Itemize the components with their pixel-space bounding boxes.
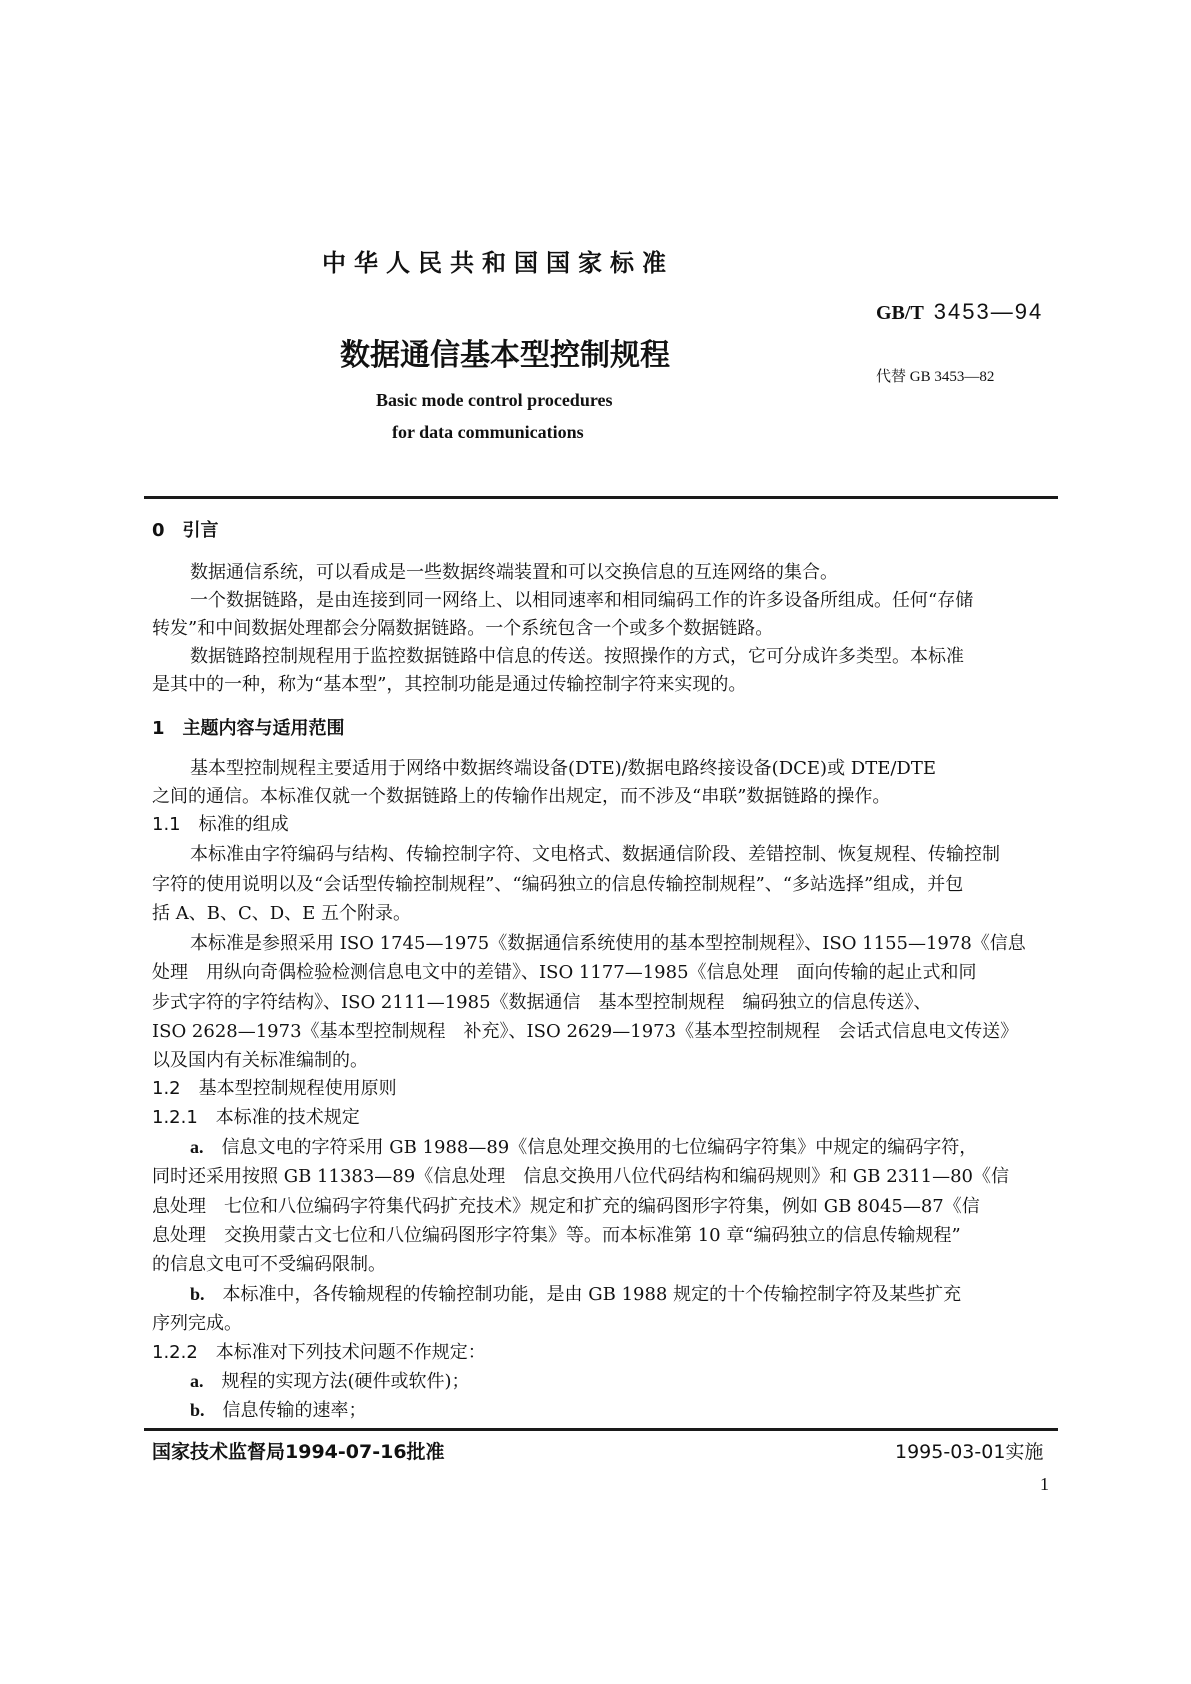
section-1-1-heading: 1.1 标准的组成 <box>152 814 289 835</box>
list-text: 信息文电的字符采用 GB 1988—89《信息处理交换用的七位编码字符集》中规定的编码字符， <box>221 1137 978 1158</box>
paragraph-line: 同时还采用按照 GB 11383—89《信息处理 信息交换用八位代码结构和编码规则》和 GB 2311—80《信 <box>152 1166 1009 1187</box>
paragraph-line: 数据通信系统，可以看成是一些数据终端装置和可以交换信息的互连网络的集合。 <box>190 562 838 583</box>
paragraph-line: 是其中的一种，称为“基本型”，其控制功能是通过传输控制字符来实现的。 <box>152 674 747 695</box>
paragraph-line: 转发”和中间数据处理都会分隔数据链路。一个系统包含一个或多个数据链路。 <box>152 618 774 639</box>
paragraph-line: 本标准由字符编码与结构、传输控制字符、文电格式、数据通信阶段、差错控制、恢复规程、传输控制 <box>190 844 1000 865</box>
list-text: 本标准中，各传输规程的传输控制功能，是由 GB 1988 规定的十个传输控制字符及某些扩充 <box>222 1284 962 1305</box>
list-item-b <box>190 1396 367 1422</box>
replaces-note: 代替 GB 3453—82 <box>876 369 995 385</box>
header-divider <box>144 496 1058 499</box>
document-title-cn: 数据通信基本型控制规程 <box>340 338 670 373</box>
approval-note: 国家技术监督局1994-07-16批准 <box>152 1441 445 1463</box>
paragraph-line: 处理 用纵向奇偶检验检测信息电文中的差错》、ISO 1177—1985《信息处理 面向传输的起止式和同 <box>152 962 977 983</box>
paragraph-line: 一个数据链路，是由连接到同一网络上、以相同速率和相同编码工作的许多设备所组成。任何“存储 <box>190 590 974 611</box>
document-title-en-line2: for data communications <box>392 422 584 442</box>
page-number: 1 <box>1040 1474 1049 1494</box>
section-1-2-2-heading: 1.2.2 本标准对下列技术问题不作规定： <box>152 1342 486 1363</box>
list-item-a <box>190 1367 470 1393</box>
standard-number: 3453—94 <box>933 299 1044 324</box>
paragraph-line: 基本型控制规程主要适用于网络中数据终端设备(DTE)/数据电路终接设备(DCE)或 DTE/DTE <box>190 758 937 779</box>
standard-code <box>876 299 1043 325</box>
paragraph-line: 括 A、B、C、D、E 五个附录。 <box>152 903 412 924</box>
paragraph-line: 息处理 交换用蒙古文七位和八位编码图形字符集》等。而本标准第 10 章“编码独立的信息传输规程” <box>152 1225 961 1246</box>
list-text: 信息传输的速率； <box>222 1400 367 1421</box>
paragraph-line: 之间的通信。本标准仅就一个数据链路上的传输作出规定，而不涉及“串联”数据链路的操作。 <box>152 786 891 807</box>
section-1-heading: 1 主题内容与适用范围 <box>152 718 345 739</box>
paragraph-line: ISO 2628—1973《基本型控制规程 补充》、ISO 2629—1973《基本型控制规程 会话式信息电文传送》 <box>152 1021 1019 1042</box>
list-label: a. <box>190 1137 204 1157</box>
list-label: a. <box>190 1371 204 1391</box>
footer-divider <box>144 1428 1058 1431</box>
list-label: b. <box>190 1400 205 1420</box>
section-1-2-heading: 1.2 基本型控制规程使用原则 <box>152 1078 397 1099</box>
list-label: b. <box>190 1284 205 1304</box>
list-text: 规程的实现方法(硬件或软件)； <box>221 1371 470 1392</box>
paragraph-line: 序列完成。 <box>152 1313 242 1334</box>
national-standard-title: 中华人民共和国国家标准 <box>322 249 674 277</box>
paragraph-line: 字符的使用说明以及“会话型传输控制规程”、“编码独立的信息传输控制规程”、“多站选择”组成，并包 <box>152 874 964 895</box>
paragraph-line: 以及国内有关标准编制的。 <box>152 1050 368 1071</box>
paragraph-line: 本标准是参照采用 ISO 1745—1975《数据通信系统使用的基本型控制规程》、ISO 1155—1978《信息 <box>190 933 1026 954</box>
standard-prefix: GB/T <box>876 302 924 324</box>
paragraph-line: 步式字符的字符结构》、ISO 2111—1985《数据通信 基本型控制规程 编码独立的信息传送》、 <box>152 992 932 1013</box>
document-title-en-line1: Basic mode control procedures <box>376 390 613 410</box>
section-0-heading: 0 引言 <box>152 520 219 541</box>
paragraph-line: 息处理 七位和八位编码字符集代码扩充技术》规定和扩充的编码图形字符集，例如 GB 8045—87《信 <box>152 1196 980 1217</box>
list-item-a <box>190 1133 977 1159</box>
implementation-date: 1995-03-01实施 <box>895 1441 1044 1463</box>
section-1-2-1-heading: 1.2.1 本标准的技术规定 <box>152 1107 360 1128</box>
paragraph-line: 的信息文电可不受编码限制。 <box>152 1254 386 1275</box>
paragraph-line: 数据链路控制规程用于监控数据链路中信息的传送。按照操作的方式，它可分成许多类型。本标准 <box>190 646 964 667</box>
list-item-b <box>190 1280 961 1306</box>
